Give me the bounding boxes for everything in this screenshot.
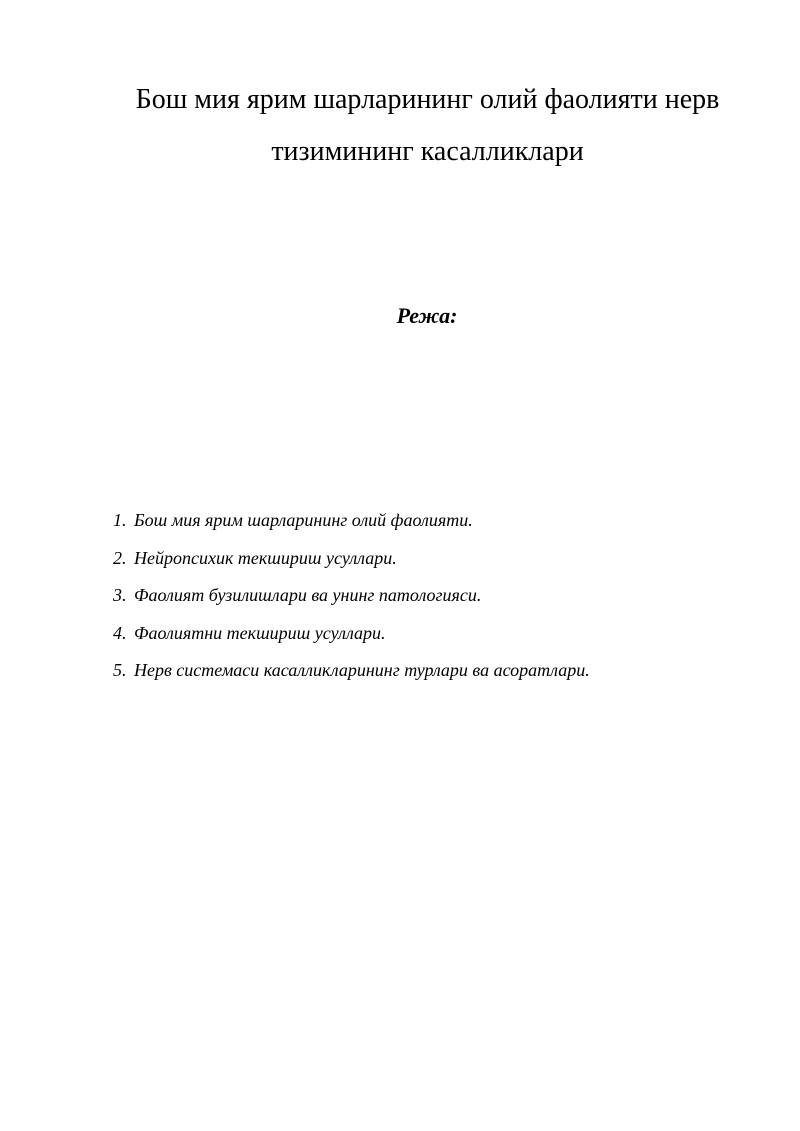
plan-item-text: Бош мия ярим шарларининг олий фаолияти. xyxy=(134,510,473,530)
title-line-1: Бош мия ярим шарларининг олий фаолияти нерв xyxy=(135,84,720,115)
plan-list-item xyxy=(113,540,773,578)
plan-item-text: Нейропсихик текшириш усуллари. xyxy=(134,547,397,568)
document-title xyxy=(110,74,745,178)
plan-item-number: 3. xyxy=(113,585,127,605)
plan-list xyxy=(113,502,773,690)
plan-heading: Режа: xyxy=(396,303,458,328)
plan-item-text: Фаолият бузилишлари ва унинг патологияси. xyxy=(134,585,482,605)
plan-item-number: 1. xyxy=(113,510,127,530)
plan-item-number: 4. xyxy=(113,622,127,643)
title-line-2: тизимининг касалликлари xyxy=(271,136,584,167)
plan-item-number: 2. xyxy=(113,547,127,568)
plan-list-item xyxy=(113,652,773,690)
plan-item-text: Нерв системаси касалликларининг турлари ва асоратлари. xyxy=(134,660,590,680)
plan-item-number: 5. xyxy=(113,660,127,680)
plan-list-item xyxy=(113,502,773,540)
plan-list-item xyxy=(113,615,773,653)
plan-item-text: Фаолиятни текшириш усуллари. xyxy=(134,622,386,643)
plan-list-item xyxy=(113,577,773,615)
